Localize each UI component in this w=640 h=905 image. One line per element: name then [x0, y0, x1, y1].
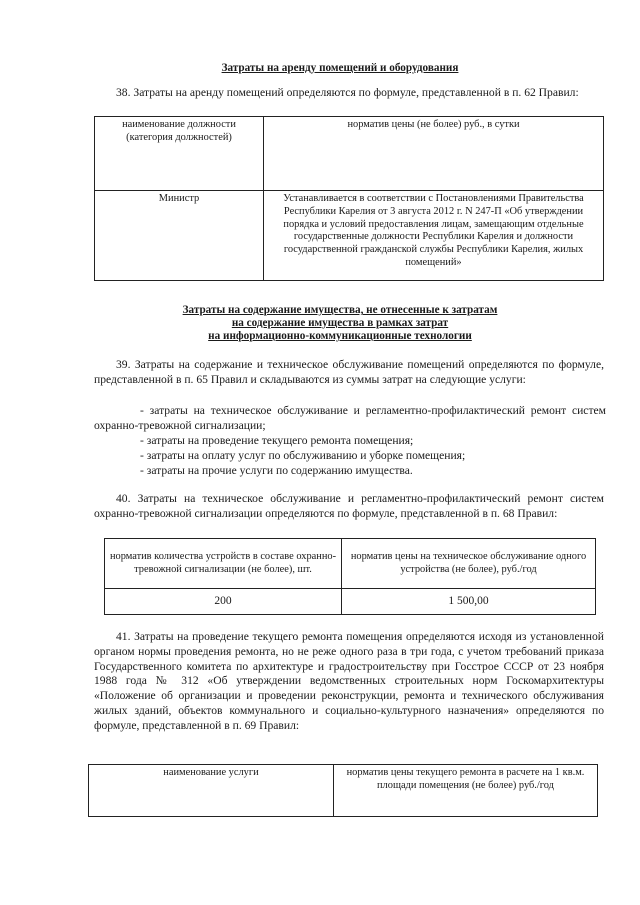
paragraph-39-text: 39. Затраты на содержание и техническое обслуживание помещений определяются по формуле, представленной в п. 65 Правил и складываются из суммы затрат на следующие услуги: [94, 358, 604, 386]
rent-header-price: норматив цены (не более) руб., в сутки [264, 117, 604, 191]
paragraph-41 [94, 630, 604, 734]
rent-header-position: наименование должности (категория должностей) [95, 117, 264, 191]
alarm-header-count: норматив количества устройств в составе охранно-тревожной сигнализации (не более), шт. [105, 539, 342, 589]
repair-table [88, 764, 598, 817]
alarm-table-row [105, 589, 596, 615]
repair-table-header-row [89, 765, 598, 817]
maintenance-section-title [80, 304, 600, 343]
paragraph-38-text: 38. Затраты на аренду помещений определяются по формуле, представленной в п. 62 Правил: [116, 86, 579, 99]
rent-section-title: Затраты на аренду помещений и оборудования [221, 62, 459, 74]
paragraph-41-text: 41. Затраты на проведение текущего ремонта помещения определяются исходя из установленной органом нормы проведения ремонта, но не реже одного раза в три года, с учетом требований приказа Государственного комитета по архитектуре и градостроительству при Госстрое СССР от 23 ноября 1988 года № 312 «Об утверждении ведомственных строительных норм Госкомархитектуры «Положение об организации и проведении реконструкции, ремонта и технического обслуживания жилых зданий, объектов коммунального и социально-культурного назначения» определяются по формуле, представленной в п. 69 Правил: [94, 630, 604, 732]
maintenance-title-line-3: на информационно-коммуникационные технологии [208, 330, 472, 342]
alarm-header-price: норматив цены на техническое обслуживание одного устройства (не более), руб./год [342, 539, 596, 589]
repair-header-service: наименование услуги [89, 765, 334, 817]
alarm-table [104, 538, 596, 615]
maintenance-title-line-1: Затраты на содержание имущества, не отнесенные к затратам [182, 304, 498, 316]
paragraph-40-text: 40. Затраты на техническое обслуживание и регламентно-профилактический ремонт систем охранно-тревожной сигнализации определяются по формуле, представленной в п. 68 Правил: [94, 492, 604, 520]
paragraph-39 [94, 358, 604, 388]
maintenance-title-line-2: на содержание имущества в рамках затрат [231, 317, 449, 329]
bullet-39-4: - затраты на прочие услуги по содержанию имущества. [140, 464, 413, 477]
bullet-39-3: - затраты на оплату услуг по обслуживанию и уборке помещения; [140, 449, 466, 462]
bullet-39-2: - затраты на проведение текущего ремонта помещения; [140, 434, 414, 447]
rent-table-header-row [95, 117, 604, 191]
bullet-39-1: - затраты на техническое обслуживание и регламентно-профилактический ремонт систем охранно-тревожной сигнализации; [94, 404, 606, 432]
paragraph-40 [94, 492, 604, 522]
paragraph-38 [94, 86, 604, 101]
alarm-table-header-row [105, 539, 596, 589]
rent-cell-price: Устанавливается в соответствии с Постановлениями Правительства Республики Карелия от 3 августа 2012 г. N 247-П «Об утверждении порядка и условий предоставления лицам, замещающим отдельные государственные должности Республики Карелия и должности государственной гражданской службы Республики Карелия, жилых помещений» [264, 191, 604, 281]
alarm-cell-count: 200 [105, 589, 342, 615]
repair-header-price: норматив цены текущего ремонта в расчете на 1 кв.м. площади помещения (не более) руб./год [334, 765, 598, 817]
rent-table-row [95, 191, 604, 281]
alarm-cell-price: 1 500,00 [342, 589, 596, 615]
rent-cell-position: Министр [95, 191, 264, 281]
rent-table [94, 116, 604, 281]
